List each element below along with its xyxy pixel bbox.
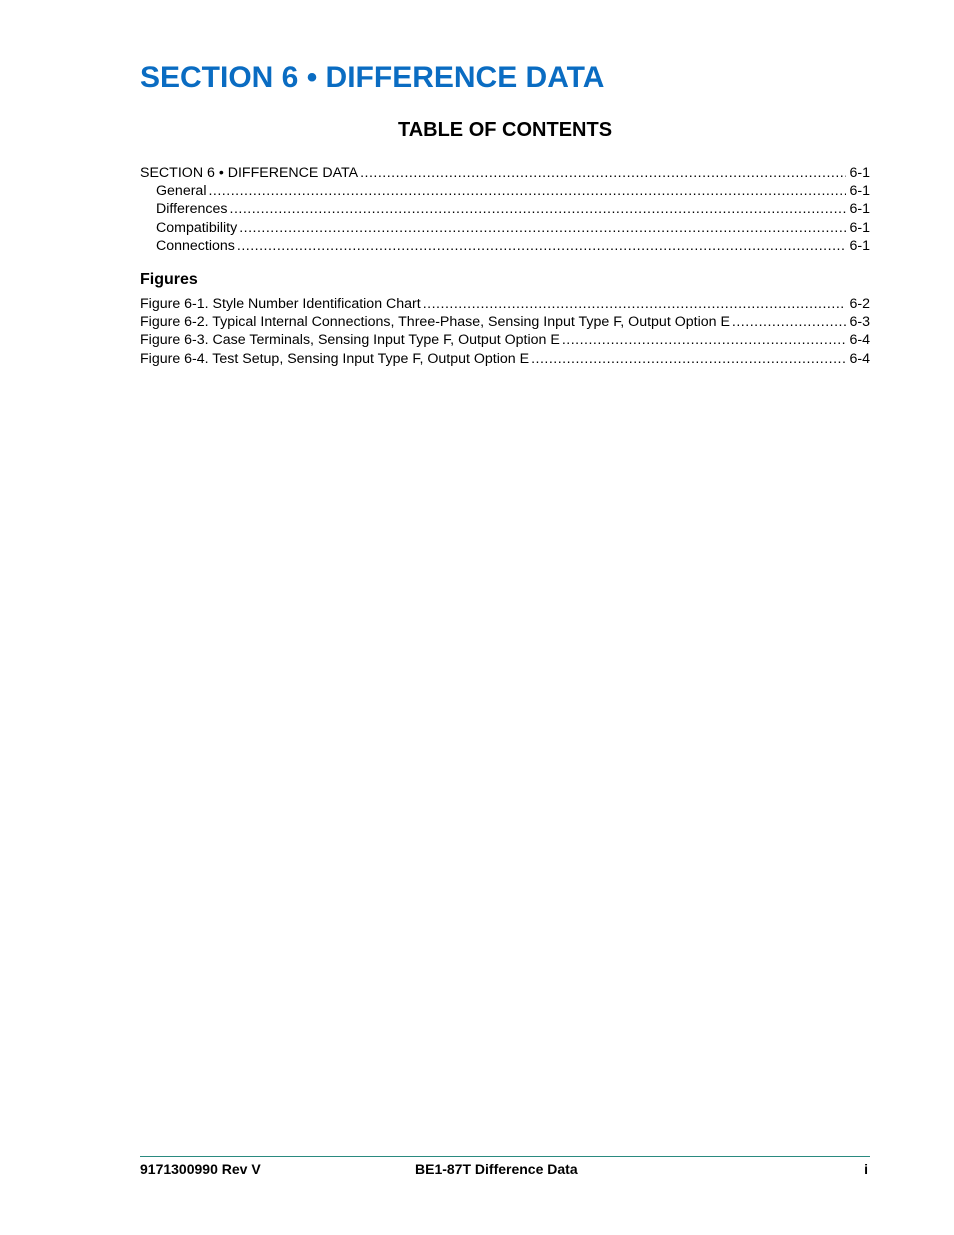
figure-entry-page: 6-4 <box>849 350 870 367</box>
toc-entry-page: 6-1 <box>849 237 870 254</box>
toc-entry-label: Connections <box>156 237 235 254</box>
figure-entry-6-4[interactable] <box>140 350 870 368</box>
toc-entry-section-6[interactable] <box>140 164 870 182</box>
toc-entry-differences[interactable] <box>140 200 870 218</box>
figure-entry-label: Figure 6-4. Test Setup, Sensing Input Type F, Output Option E <box>140 350 530 367</box>
figure-entry-label: Figure 6-3. Case Terminals, Sensing Input Type F, Output Option E <box>140 332 560 349</box>
page-footer <box>140 1160 870 1178</box>
toc-heading: TABLE OF CONTENTS <box>397 119 613 141</box>
footer-divider <box>140 1156 870 1157</box>
figure-entry-6-3[interactable] <box>140 331 870 349</box>
toc-entry-general[interactable] <box>140 182 870 200</box>
figures-heading: Figures <box>140 271 198 288</box>
toc-entry-compatibility[interactable] <box>140 219 870 237</box>
figure-entry-label: Figure 6-2. Typical Internal Connections, Three-Phase, Sensing Input Type F, Output Option E <box>140 314 730 331</box>
toc-leader-dots <box>531 350 846 368</box>
footer-doc-title: BE1-87T Difference Data <box>415 1161 578 1177</box>
toc-leader-dots <box>230 200 847 218</box>
toc-leader-dots <box>732 313 847 331</box>
toc-leader-dots <box>239 219 846 237</box>
toc-entry-label: General <box>156 183 207 200</box>
toc-entry-label: SECTION 6 • DIFFERENCE DATA <box>140 165 359 181</box>
toc-leader-dots <box>562 331 847 349</box>
figure-entry-6-2[interactable] <box>140 313 870 331</box>
figure-entry-label: Figure 6-1. Style Number Identification Chart <box>140 296 421 312</box>
figure-entry-page: 6-3 <box>849 314 870 331</box>
toc-entry-page: 6-1 <box>849 165 870 181</box>
toc-entry-page: 6-1 <box>849 201 870 218</box>
footer-page-number: i <box>864 1161 868 1177</box>
toc-entry-label: Compatibility <box>156 219 238 236</box>
figure-entry-page: 6-4 <box>849 332 870 349</box>
toc-leader-dots <box>237 237 847 255</box>
toc-entry-connections[interactable] <box>140 237 870 255</box>
toc-entry-page: 6-1 <box>849 219 870 236</box>
toc-leader-dots <box>360 164 846 182</box>
toc-list <box>140 164 870 255</box>
section-title: SECTION 6 • DIFFERENCE DATA <box>140 61 605 94</box>
toc-leader-dots <box>208 182 846 200</box>
figure-entry-6-1[interactable] <box>140 295 870 313</box>
figure-entry-page: 6-2 <box>849 296 870 312</box>
toc-leader-dots <box>423 295 847 313</box>
toc-entry-page: 6-1 <box>849 183 870 200</box>
toc-entry-label: Differences <box>156 201 228 218</box>
footer-doc-number: 9171300990 Rev V <box>140 1161 261 1177</box>
figures-list <box>140 295 870 368</box>
